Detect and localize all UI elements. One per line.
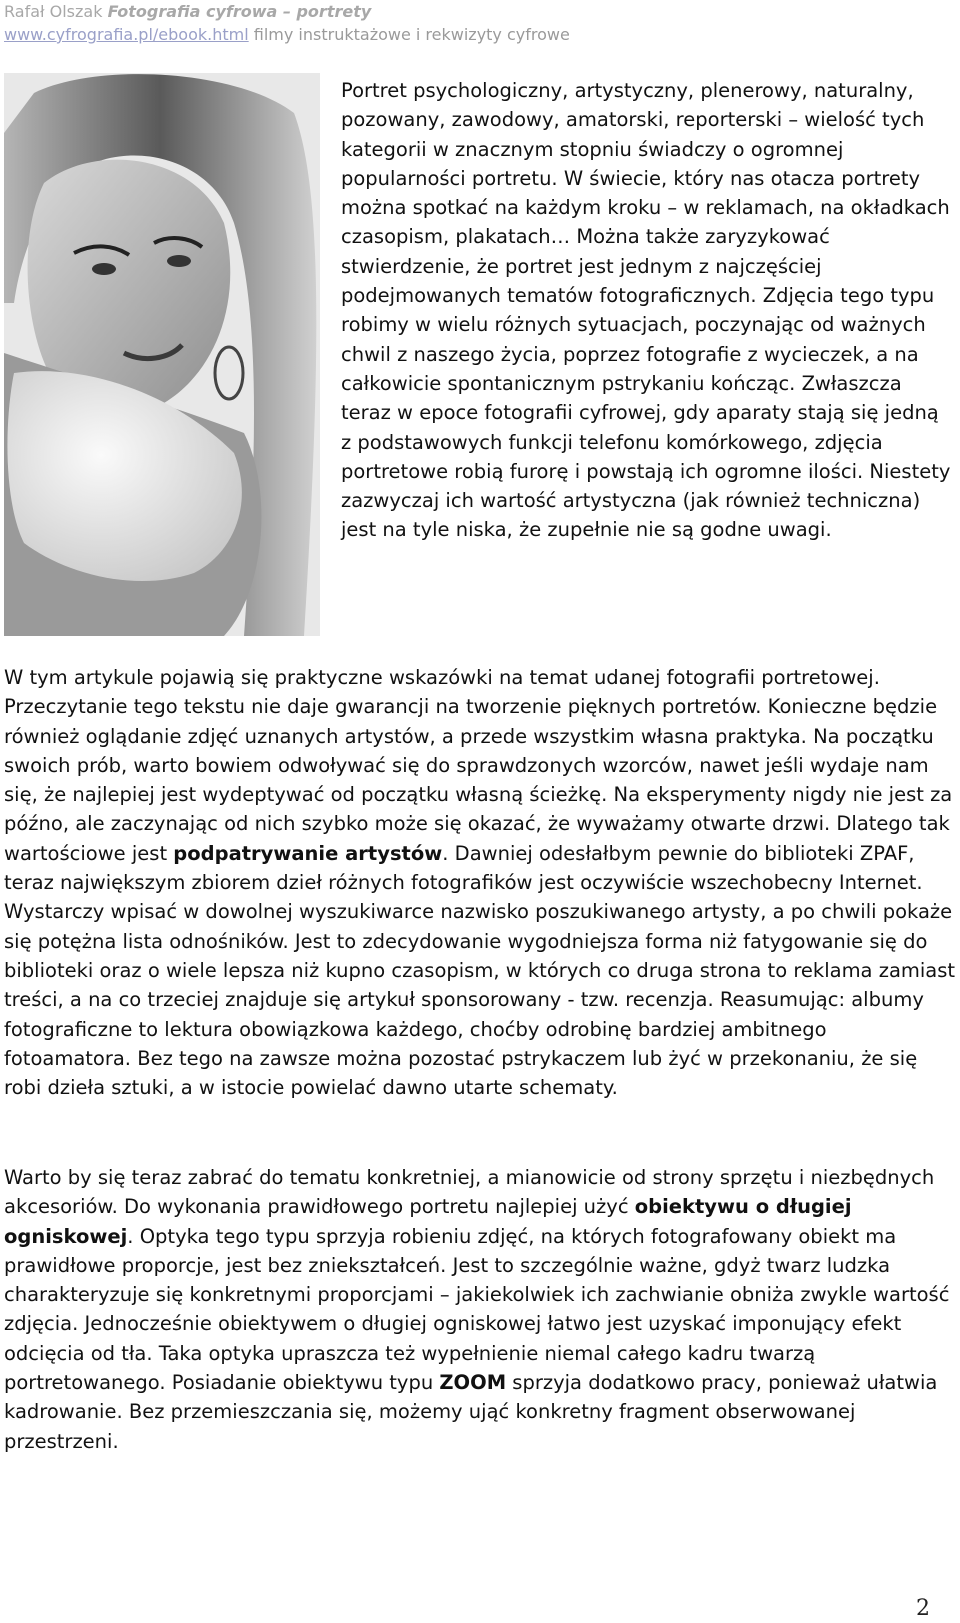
page-number: 2: [916, 1596, 930, 1621]
paragraph-artists-text-2: . Dawniej odesłałbym pewnie do biblioteki ZPAF, teraz największym zbiorem dzieł różnych fotografików jest oczywiście wszechobecny Internet. Wystarczy wpisać w dowolnej wyszukiwarce nazwisko poszukiwanego artysty, a po chwili pokaże się potężna lista odnośników. Jest to zdecydowanie wygodniejsza forma niż fatygowanie się do biblioteki oraz o wiele lepsza niż kupno czasopism, w których co druga strona to reklama zamiast treści, a na co trzeciej znajduje się artykuł sponsorowany - tzw. recenzja. Reasumując: albumy fotograficzne to lektura obowiązkowa każdego, choćby odrobinę bardziej ambitnego fotoamatora. Bez tego na zawsze można pozostać pstrykaczem lub żyć w przekonaniu, że się robi dzieła sztuki, a w istocie powielać dawno utarte schematy.: [4, 841, 956, 1100]
page-header: [4, 0, 570, 46]
paragraph-equipment-bold-1: obiektywu o długiej ogniskowej: [4, 1195, 852, 1248]
paragraph-equipment-bold-2: ZOOM: [439, 1371, 507, 1395]
header-author: Rafał Olszak: [4, 2, 103, 21]
paragraph-artists: [4, 663, 959, 1102]
header-link[interactable]: www.cyfrografia.pl/ebook.html: [4, 25, 249, 44]
paragraph-equipment-text-3: sprzyja dodatkowo pracy, ponieważ ułatwia kadrowanie. Bez przemieszczania się, możemy ująć konkretny fragment obserwowanej przestrzeni.: [4, 1371, 938, 1453]
header-subtitle: filmy instruktażowe i rekwizyty cyfrowe: [253, 25, 570, 44]
header-line-1: [4, 0, 570, 23]
paragraph-equipment: [4, 1163, 959, 1456]
paragraph-artists-bold: podpatrywanie artystów: [173, 841, 443, 865]
header-line-2: [4, 23, 570, 46]
paragraph-equipment-text-1: Warto by się teraz zabrać do tematu konkretniej, a mianowicie od strony sprzętu i niezbędnych akcesoriów. Do wykonania prawidłowego portretu najlepiej użyć: [4, 1166, 935, 1219]
paragraph-artists-text-1: W tym artykule pojawią się praktyczne wskazówki na temat udanej fotografii portretowej. Przeczytanie tego tekstu nie daje gwarancji na tworzenie pięknych portretów. Konieczne będzie również oglądanie zdjęć uznanych artystów, a przede wszystkim własna praktyka. Na początku swoich prób, warto bowiem odwoływać się do sprawdzonych wzorców, nawet jeśli wydaje nam się, że najlepiej jest wydeptywać od początku własną ścieżkę. Na eksperymenty nigdy nie jest za późno, ale zaczynając od nich szybko może się okazać, że wyważamy otwarte drzwi. Dlatego tak wartościowe jest: [4, 666, 953, 865]
paragraph-intro: Portret psychologiczny, artystyczny, plenerowy, naturalny, pozowany, zawodowy, amatorski, reporterski – wielość tych kategorii w znacznym stopniu świadczy o ogromnej popularności portretu. W świecie, który nas otacza portrety można spotkać na każdym kroku – w reklamach, na okładkach czasopism, plakatach… Można także zaryzykować stwierdzenie, że portret jest jednym z najczęściej podejmowanych tematów fotograficznych. Zdjęcia tego typu robimy w wielu różnych sytuacjach, poczynając od ważnych chwil z naszego życia, poprzez fotografie z wycieczek, a na całkowicie spontanicznym pstrykaniu kończąc. Zwłaszcza teraz w epoce fotografii cyfrowej, gdy aparaty stają się jedną z podstawowych funkcji telefonu komórkowego, zdjęcia portretowe robią furorę i powstają ich ogromne ilości. Niestety zazwyczaj ich wartość artystyczna (jak również techniczna) jest na tyle niska, że zupełnie nie są godne uwagi.: [341, 79, 951, 542]
portrait-photo: [4, 73, 320, 636]
paragraph-equipment-text-2: . Optyka tego typu sprzyja robieniu zdjęć, na których fotografowany obiekt ma prawidłowe proporcje, jest bez zniekształceń. Jest to szczególnie ważne, gdyż twarz ludzka charakteryzuje się konkretnymi proporcjami – jakiekolwiek ich zachwianie obniża zwykle wartość zdjęcia. Jednocześnie obiektywem o długiej ogniskowej łatwo jest uzyskać imponujący efekt odcięcia od tła. Taka optyka upraszcza też wypełnienie niemal całego kadru twarzą portretowanego. Posiadanie obiektywu typu: [4, 1224, 950, 1395]
header-title: Fotografia cyfrowa – portrety: [107, 2, 372, 21]
